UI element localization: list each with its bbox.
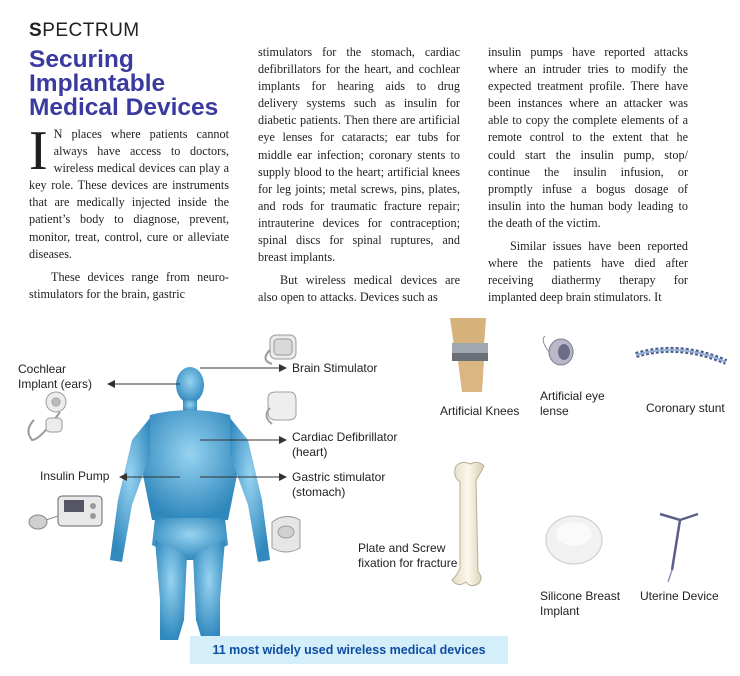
cochlear-implant-icon <box>28 392 66 440</box>
paragraph: These devices range from neuro-stimulators for the brain, gastric <box>29 269 229 301</box>
article-column-2 <box>258 44 460 306</box>
paragraph: I N places where patients cannot always have access to doctors, wireless medical devices can play a key role. These devices are instruments that are medically injected inside the patient’s body to diagnose, prevent, monitor, treat, control, cure or alleviate diseases. <box>29 120 229 261</box>
paragraph: stimulators for the stomach, cardiac defibrillators for the heart, and cochlear implants for hearing aids to drug delivery systems such as insulin for diabetic patients. Then there are artificial eye lenses for cataracts; ear tubs for middle ear infection; coronary stents to supply blood to the heart; artificial knees for leg joints; metal screws, pins, plates, and rods for traumatic fracture repair; intrauterine devices for contraception; spinal discs for spinal ruptures, and breast implants. <box>258 45 460 265</box>
label-plate-screw: Plate and Screw fixation for fracture <box>358 541 458 570</box>
title-line: Implantable <box>29 70 166 97</box>
article-column-3 <box>488 44 688 306</box>
label-gastric-stimulator: Gastric stimulator (stomach) <box>292 470 386 499</box>
article-title <box>29 48 239 120</box>
eye-lens-icon <box>543 336 573 365</box>
cardiac-defibrillator-icon <box>266 392 296 424</box>
drop-cap: I <box>29 120 48 182</box>
breast-implant-icon <box>546 516 602 564</box>
gastric-stimulator-icon <box>272 516 300 552</box>
human-body-figure <box>110 367 270 640</box>
label-breast-implant: Silicone Breast Implant <box>540 589 621 618</box>
label-cardiac-defibrillator: Cardiac Defibrillator (heart) <box>292 430 398 459</box>
paragraph: But wireless medical devices are also open to attacks. Devices such as <box>258 273 460 305</box>
label-uterine-device: Uterine Device <box>640 589 719 603</box>
label-cochlear-implant: Cochlear Implant (ears) <box>18 362 93 391</box>
paragraph: insulin pumps have reported attacks where an intruder tries to modify the expected treatment profile. There have been instances where an attacker was able to copy the complete elements of a remote control to the extent that he could start the insulin pump, stop/ continue the insulin infusion, or promptly infuse a bogus dosage of insulin into the human body leading to the death of the victim. <box>488 45 688 230</box>
uterine-device-icon <box>660 514 698 582</box>
insulin-pump-icon <box>29 496 102 529</box>
artificial-knee-icon <box>450 318 488 392</box>
article-column-1 <box>29 120 229 303</box>
title-line: Securing <box>29 46 134 73</box>
label-coronary-stent: Coronary stunt <box>646 401 725 415</box>
paragraph: Similar issues have been reported where the patients have died after receiving diathermy therapy for implanted deep brain stimulators. It <box>488 239 688 305</box>
coronary-stent-icon <box>636 350 726 362</box>
label-brain-stimulator: Brain Stimulator <box>292 361 378 375</box>
label-insulin-pump: Insulin Pump <box>40 469 110 483</box>
label-artificial-knees: Artificial Knees <box>440 404 520 418</box>
figure-caption: 11 most widely used wireless medical devices <box>190 636 508 664</box>
magazine-masthead: SPECTRUM <box>29 20 140 41</box>
label-artificial-eye-lens: Artificial eye lense <box>540 389 605 418</box>
title-line: Medical Devices <box>29 94 219 121</box>
brain-stimulator-icon <box>265 335 296 364</box>
